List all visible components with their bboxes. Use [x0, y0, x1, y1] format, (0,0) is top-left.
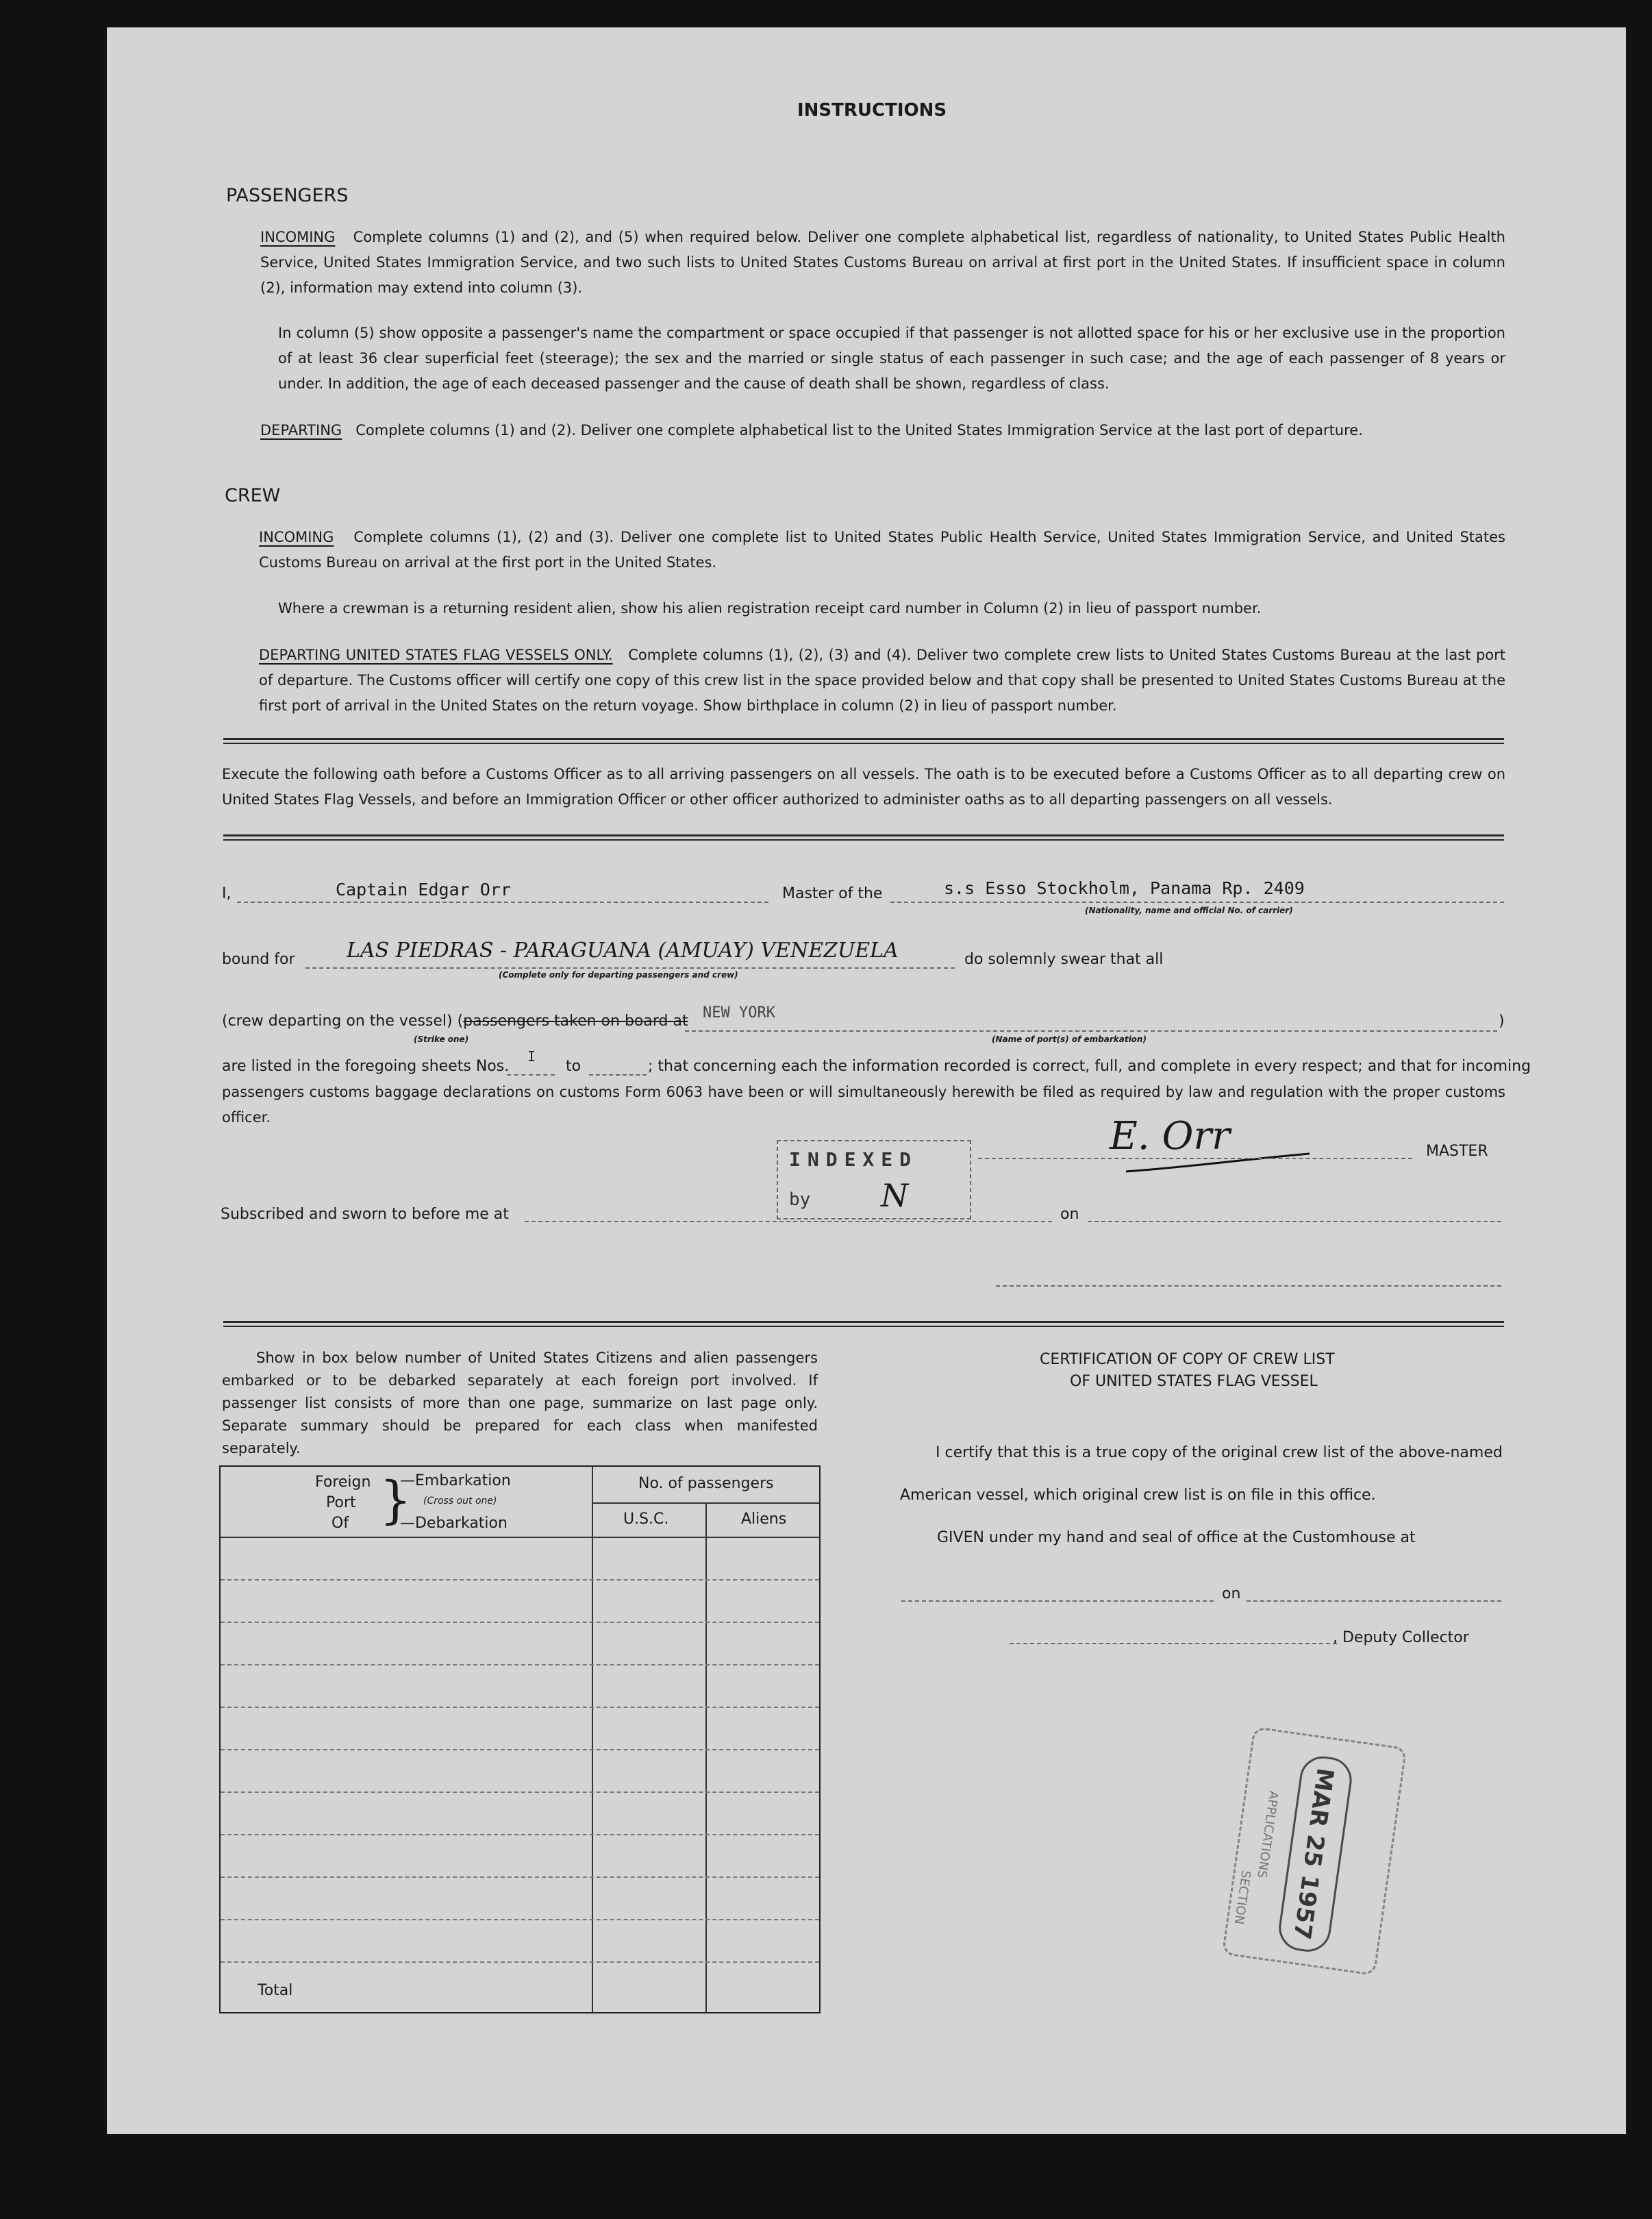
certification-date-line — [1247, 1600, 1501, 1602]
listed-to: to — [566, 1058, 581, 1075]
table-row — [221, 1622, 819, 1623]
table-row — [221, 1834, 819, 1835]
sheet-to-line — [589, 1074, 647, 1076]
bound-for-label: bound for — [222, 951, 295, 968]
of-label: Of — [331, 1515, 349, 1532]
customhouse-line — [901, 1600, 1214, 1602]
subscribed-line — [525, 1221, 1052, 1222]
passengers-incoming-paragraph — [260, 225, 1505, 301]
certification-text-2: American vessel, which original crew list is on file in this office. — [900, 1487, 1376, 1504]
table-header-rule — [221, 1537, 819, 1538]
passengers-departing-paragraph — [260, 418, 1505, 443]
oath-instructions: Execute the following oath before a Customs Officer as to all arriving passengers on all vessels. The oath is to be executed before a Customs Officer as to all departing crew on United States Flag Vessels, and before an Immigration Officer or other officer authorized to administer oaths as to all departing passengers on all vessels. — [222, 766, 1505, 808]
indexed-by: by — [789, 1189, 811, 1210]
deputy-signature-line — [1010, 1643, 1337, 1644]
subscribed-label: Subscribed and sworn to before me at — [221, 1206, 509, 1223]
indexed-stamp-text: INDEXED — [789, 1148, 918, 1171]
crew-heading: CREW — [225, 485, 281, 506]
vessel-field[interactable]: s.s Esso Stockholm, Panama Rp. 2409 — [944, 878, 1305, 898]
port-note: (Name of port(s) of embarkation) — [992, 1034, 1147, 1044]
section-divider — [223, 738, 1504, 744]
destination-field[interactable]: LAS PIEDRAS - PARAGUANA (AMUAY) VENEZUELA — [347, 939, 899, 963]
usc-header: U.S.C. — [623, 1511, 669, 1528]
sheet-from-line — [507, 1074, 555, 1076]
date-stamp-date: MAR 25 1957 — [1288, 1766, 1339, 1942]
table-row — [221, 1792, 819, 1793]
total-label: Total — [258, 1982, 293, 1999]
table-row — [221, 1876, 819, 1878]
passengers-departing-text: Complete columns (1) and (2). Deliver one complete alphabetical list to the United States Immigration Service at the last port of departure. — [355, 422, 1363, 438]
brace-icon: } — [379, 1471, 412, 1530]
listed-text-b: ; that concerning each the information recorded is correct, full, and complete in every respect; and that for incoming — [648, 1058, 1531, 1075]
subscribed-on-label: on — [1060, 1206, 1079, 1223]
signature-stroke — [1123, 1151, 1315, 1176]
vessel-line — [890, 902, 1504, 903]
certification-text-1: I certify that this is a true copy of the original crew list of the above-named — [936, 1444, 1503, 1461]
passengers-incoming-text: Complete columns (1) and (2), and (5) when required below. Deliver one complete alphabetical list, regardless of nationality, to United States Public Health Service, United States Immigration Service, and two such lists to United States Customs Bureau on arrival at first port in the United States. If insufficient space in column (2), information may extend into column (3). — [260, 229, 1505, 296]
date-stamp-line-2: SECTION — [1231, 1869, 1253, 1926]
oath-i-label: I, — [222, 885, 231, 902]
table-row — [221, 1961, 819, 1963]
strike-note: (Strike one) — [414, 1034, 469, 1044]
subscribed-date-line — [1088, 1221, 1501, 1222]
port-line — [685, 1030, 1497, 1032]
crew-incoming-paragraph — [259, 525, 1505, 575]
listed-text-c: passengers customs baggage declarations on customs Form 6063 have been or will simultaneously herewith be filed as required by law and regulation with the proper customs officer. — [222, 1084, 1505, 1126]
vessel-note: (Nationality, name and official No. of carrier) — [1085, 906, 1293, 915]
master-label: MASTER — [1426, 1143, 1488, 1160]
close-paren: ) — [1499, 1013, 1505, 1030]
passengers-struck: passengers taken on board at — [463, 1013, 688, 1030]
passengers-column5-paragraph: In column (5) show opposite a passenger's name the compartment or space occupied if that passenger is not allotted space for his or her exclusive use in the proportion of at least 36 clear superficial feet (steerage); the sex and the married or single status of each passenger in such case; and the age of each passenger of 8 years or under. In addition, the age of each deceased passenger and the cause of death shall be shown, regardless of class. — [278, 325, 1505, 392]
section-divider — [223, 834, 1504, 841]
crew-departing-label: DEPARTING UNITED STATES FLAG VESSELS ONLY. — [259, 647, 613, 663]
foreign-label: Foreign — [315, 1474, 371, 1491]
master-name-line — [237, 902, 768, 903]
crew-departing-paragraph — [259, 643, 1505, 719]
crew-incoming-text: Complete columns (1), (2) and (3). Deliver one complete list to United States Public Health Service, United States Immigration Service, and United States Customs Bureau on arrival at the first port in the United States. — [259, 529, 1505, 571]
summary-table — [219, 1465, 821, 2013]
signature-line — [978, 1158, 1412, 1159]
table-row — [221, 1664, 819, 1665]
deputy-collector-label: , Deputy Collector — [1333, 1629, 1469, 1646]
no-passengers-header: No. of passengers — [638, 1475, 774, 1492]
cross-out-note: (Cross out one) — [423, 1496, 497, 1507]
table-row — [221, 1749, 819, 1750]
certification-text-3: GIVEN under my hand and seal of office at the Customhouse at — [937, 1529, 1416, 1546]
destination-note: (Complete only for departing passengers and crew) — [499, 970, 738, 980]
crew-incoming-label: INCOMING — [259, 529, 334, 545]
listed-text-a: are listed in the foregoing sheets Nos. — [222, 1058, 510, 1075]
aliens-header: Aliens — [741, 1511, 787, 1528]
table-divider — [592, 1467, 593, 2012]
debarkation-label: —Debarkation — [400, 1515, 508, 1532]
indexed-stamp — [777, 1140, 971, 1219]
passengers-heading: PASSENGERS — [226, 185, 349, 206]
sheet-from-field[interactable]: I — [527, 1048, 536, 1065]
table-row — [221, 1919, 819, 1920]
date-stamp — [1222, 1726, 1407, 1976]
crew-departing-text: (crew departing on the vessel) (passengers taken on board at — [222, 1013, 688, 1030]
table-divider — [592, 1502, 819, 1504]
table-row — [221, 1707, 819, 1708]
crew-resident-paragraph: Where a crewman is a returning resident alien, show his alien registration receipt card number in Column (2) in lieu of passport number. — [278, 600, 1262, 617]
passengers-incoming-label: INCOMING — [260, 229, 336, 245]
certification-on-label: on — [1222, 1585, 1241, 1602]
certification-title-1: CERTIFICATION OF COPY OF CREW LIST — [1040, 1351, 1335, 1368]
embarkation-label: —Embarkation — [400, 1472, 511, 1489]
summary-instructions: Show in box below number of United States Citizens and alien passengers embarked or to be debarked separately at each foreign port involved. If passenger list consists of more than one page, summarize on last page only. Separate summary should be prepared for each class when manifested separately. — [222, 1350, 818, 1456]
swear-text: do solemnly swear that all — [964, 951, 1164, 968]
crew-departing-text: Complete columns (1), (2), (3) and (4). Deliver two complete crew lists to United States Customs Bureau at the last port of departure. The Customs officer will certify one copy of this crew list in the space provided below and that copy shall be presented to United States Customs Bureau at the first port of arrival in the United States on the return voyage. Show birthplace in column (2) in lieu of passport number. — [259, 647, 1506, 714]
indexed-initial: N — [881, 1177, 909, 1214]
master-signature: E. Orr — [1110, 1114, 1230, 1158]
date-stamp-line-1: APPLICATIONS — [1254, 1789, 1281, 1879]
certification-title-2: OF UNITED STATES FLAG VESSEL — [1070, 1373, 1318, 1390]
table-row — [221, 1579, 819, 1580]
port-field[interactable]: NEW YORK — [703, 1004, 775, 1021]
section-divider — [223, 1321, 1504, 1327]
destination-line — [305, 967, 955, 969]
master-name-field[interactable]: Captain Edgar Orr — [336, 880, 511, 900]
port-label: Port — [326, 1494, 356, 1511]
page-title: INSTRUCTIONS — [797, 100, 947, 121]
passengers-departing-label: DEPARTING — [260, 422, 342, 438]
master-of-label: Master of the — [782, 885, 883, 902]
officer-signature-line — [996, 1285, 1501, 1287]
